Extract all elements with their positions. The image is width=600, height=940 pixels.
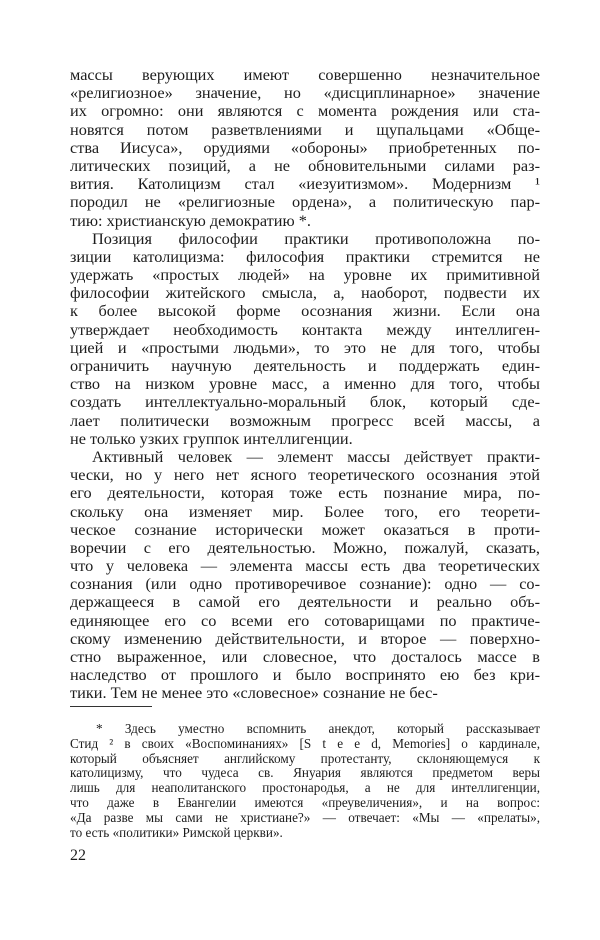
text-line: ство на низком уровне масс, а именно для того, чтобы xyxy=(70,374,540,394)
text-line: Активный человек — элемент массы действует практи- xyxy=(92,446,540,466)
text-line: зиции католицизма: философия практики стремится не xyxy=(70,246,540,266)
text-line: что у человека — элемента массы есть два теоретических xyxy=(70,556,540,576)
footnote-line: Стид ² в своих «Воспоминаниях» [S t e e d, Memories] о кардинале, xyxy=(70,735,540,751)
paragraph xyxy=(70,448,540,703)
footnote-line: то есть «политики» Римской церкви». xyxy=(70,824,283,840)
text-line: цией и «простыми людьми», то это не для того, чтобы xyxy=(70,337,540,357)
footnote-line: католицизму, что чудеса св. Януария являются предметом веры xyxy=(70,765,540,781)
text-line: воречии с его деятельностью. Можно, пожалуй, сказать, xyxy=(70,537,540,557)
text-line: массы верующих имеют совершенно незначительное xyxy=(70,65,540,84)
text-line: единяющее его со всеми его сотоварищами по практиче- xyxy=(70,610,540,630)
text-line: скольку она изменяет мир. Более того, его теорети- xyxy=(70,501,540,521)
text-line: «религиозное» значение, но «дисциплинарное» значение xyxy=(70,83,540,103)
text-line: породил не «религиозные ордена», а политическую пар- xyxy=(70,192,540,212)
text-line: создать интеллектуально-моральный блок, который сде- xyxy=(70,392,540,412)
text-line: держащееся в самой его деятельности и реально объ- xyxy=(70,592,540,612)
text-line: ческое сознание исторически может оказаться в проти- xyxy=(70,519,540,539)
text-line: ограничить научную деятельность и поддержать един- xyxy=(70,356,540,375)
paragraph xyxy=(70,66,540,230)
footnote-divider xyxy=(70,706,152,707)
footnote-line: * Здесь уместно вспомнить анекдот, который рассказывает xyxy=(96,721,540,736)
text-line: скому изменению действительности, и второе — поверхно- xyxy=(70,628,540,648)
text-line: тики. Тем не менее это «словесное» сознание не бес- xyxy=(70,683,438,703)
text-line: новятся потом разветвлениями и щупальцами «Обще- xyxy=(70,119,540,139)
text-line: утверждает необходимость контакта между интеллиген- xyxy=(70,319,540,339)
text-line: их огромно: они являются с момента рождения или ста- xyxy=(70,101,540,121)
text-line: стно выраженное, или словесное, что досталось массе в xyxy=(70,647,540,666)
footnote xyxy=(70,722,540,840)
text-line: тию: христианскую демократию *. xyxy=(70,210,311,230)
text-line: лает политически возможным прогресс всей массы, а xyxy=(70,410,540,430)
text-line: наследство от прошлого и было воспринято ею без кри- xyxy=(70,665,540,685)
text-line: его деятельности, которая тоже есть познание мира, по- xyxy=(70,483,540,503)
text-line: философии житейского смысла, а, наоборот, подвести их xyxy=(70,283,540,303)
text-line: не только узких группок интеллигенции. xyxy=(70,428,353,448)
text-line: Позиция философии практики противоположна по- xyxy=(92,228,540,248)
text-line: удержать «простых людей» на уровне их примитивной xyxy=(70,265,540,285)
main-text xyxy=(70,66,540,703)
text-line: ства Иисуса», орудиями «обороны» приобретенных по- xyxy=(70,137,540,157)
page-number: 22 xyxy=(70,847,86,864)
text-line: вития. Католицизм стал «иезуитизмом». Модернизм ¹ xyxy=(70,174,540,194)
text-line: литических позиций, а не обновительными силами раз- xyxy=(70,155,540,175)
text-line: чески, но у него нет ясного теоретического осознания этой xyxy=(70,465,540,485)
footnote-line: который объясняет английскому протестанту, склоняющемуся к xyxy=(70,750,540,766)
text-line: к более высокой форме осознания жизни. Если она xyxy=(70,301,540,321)
footnote-line: лишь для неаполитанского простонародья, а не для интеллигенции, xyxy=(70,780,540,796)
footnote-line: что даже в Евангелии имеются «преувеличения», и на вопрос: xyxy=(70,794,540,810)
footnote-line: «Да разве мы сами не христиане?» — отвечает: «Мы — «прелаты», xyxy=(70,809,540,825)
text-line: сознания (или одно противоречивое сознание): одно — со- xyxy=(70,574,540,594)
paragraph xyxy=(70,230,540,448)
